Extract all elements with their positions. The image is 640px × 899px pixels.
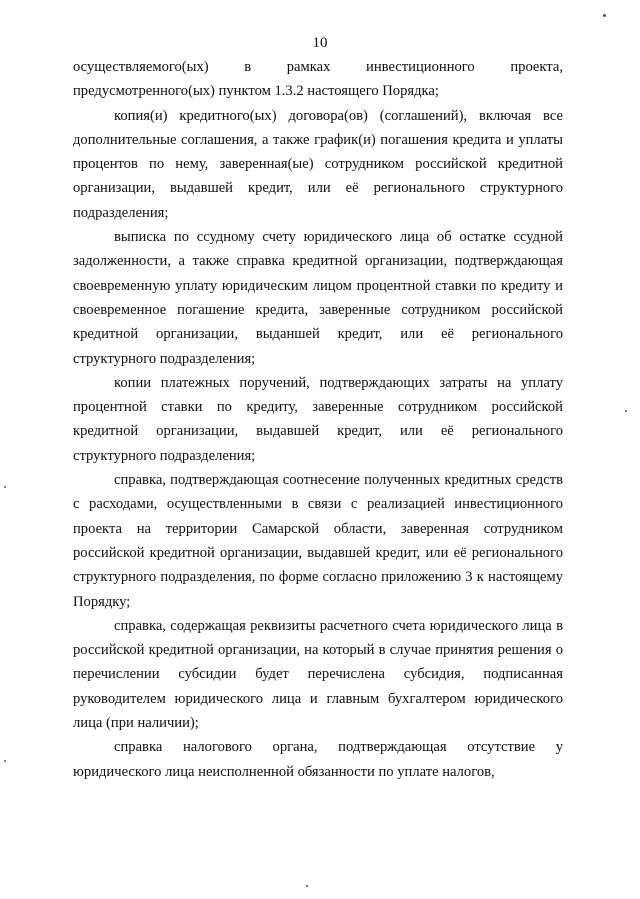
paragraph-loan-account-statement: выписка по ссудному счету юридического лица об остатке ссудной задолженности, а также справка кредитной организации, подтверждающая своевременную уплату юридическим лицом процентной ставки по кредиту и своевременное погашение кредита, заверенные сотрудником российской кредитной организации, выданшей кредит, или её регионального структурного подразделения; — [73, 229, 563, 367]
scan-speck — [306, 885, 308, 887]
scan-speck — [4, 486, 6, 488]
scan-speck — [625, 410, 627, 412]
paragraph-loan-agreement-copy: копия(и) кредитного(ых) договора(ов) (соглашений), включая все дополнительные соглашения, а также график(и) погашения кредита и уплаты процентов по нему, заверенная(ые) сотрудником российской кредитной организации, выдавшей кредит, или её регионального структурного подразделения; — [73, 107, 563, 221]
page-number: 10 — [312, 35, 328, 51]
paragraph-continuation: осуществляемого(ых) в рамках инвестиционного проекта, предусмотренного(ых) пунктом 1.3.2 настоящего Порядка; — [73, 59, 563, 100]
scan-speck — [4, 760, 6, 762]
paragraph-tax-authority-certificate: справка налогового органа, подтверждающая отсутствие у юридического лица неисполненной обязанности по уплате налогов, — [73, 739, 563, 780]
scan-speck — [603, 14, 606, 17]
paragraph-payment-orders-copies: копии платежных поручений, подтверждающих затраты на уплату процентной ставки по кредиту, заверенные сотрудником российской кредитной организации, выдавшей кредит, или её регионального структурного подразделения; — [73, 374, 563, 464]
paragraph-bank-details-certificate: справка, содержащая реквизиты расчетного счета юридического лица в российской кредитной организации, на который в случае принятия решения о перечислении субсидии будет перечислена субсидия, подписанная руководителем юридического лица и главным бухгалтером юридического лица (при наличии); — [73, 617, 563, 732]
paragraph-funds-correlation-certificate: справка, подтверждающая соотнесение полученных кредитных средств с расходами, осуществленными в связи с реализацией инвестиционного проекта на территории Самарской области, заверенная сотрудником российской кредитной организации, выдавшей кредит, или её регионального структурного подразделения, по форме согласно приложению 3 к настоящему Порядку; — [73, 472, 563, 610]
document-body — [73, 55, 563, 784]
